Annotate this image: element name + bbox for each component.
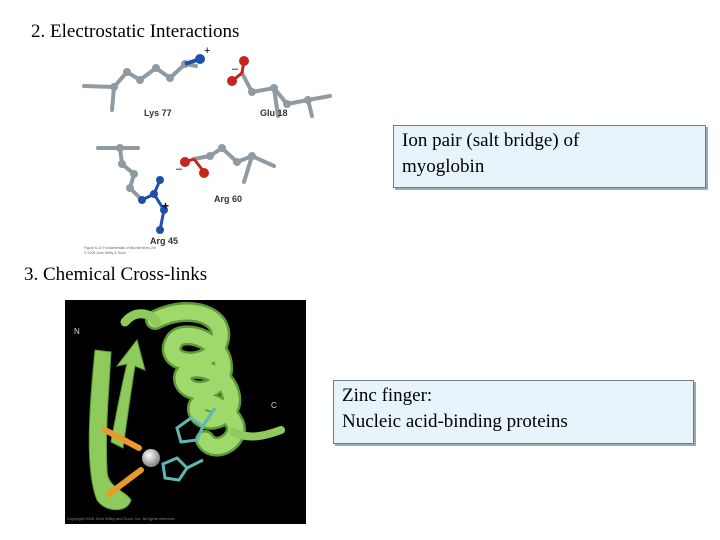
arg45-nitrogen-3: [156, 226, 164, 234]
label-arg60: Arg 60: [214, 194, 243, 204]
label-n-terminus: N: [74, 327, 80, 336]
arg60-oxygen-2: [199, 168, 209, 178]
plus-charge-lys: +: [204, 45, 211, 57]
zinc-finger-callout: [333, 380, 694, 444]
lys77-stick-model: [84, 64, 196, 110]
salt-bridge-figure: [82, 44, 340, 256]
ion-pair-callout: [393, 125, 706, 188]
section-heading-electrostatic: 2. Electrostatic Interactions: [31, 21, 240, 42]
minus-charge-glu: –: [232, 63, 239, 75]
glu18-oxygen-1: [239, 56, 249, 66]
ion-pair-callout-line1: Ion pair (salt bridge) of: [402, 130, 580, 151]
zinc-figure-credit: Copyright 2006 John Wiley and Sons, Inc. All rights reserved.: [67, 516, 176, 521]
zinc-finger-callout-line1: Zinc finger:: [342, 385, 433, 406]
minus-charge-arg60: –: [176, 163, 183, 175]
zinc-finger-figure: [65, 300, 306, 524]
plus-charge-arg45: +: [162, 199, 170, 213]
glu18-oxygen-2: [227, 76, 237, 86]
label-glu18: Glu 18: [260, 108, 288, 118]
section-heading-crosslinks: 3. Chemical Cross-links: [24, 264, 208, 285]
label-c-terminus: C: [271, 401, 277, 410]
zinc-finger-callout-line2: Nucleic acid-binding proteins: [342, 411, 568, 432]
arg45-nitrogen-2: [156, 176, 164, 184]
salt-figure-credit-2: © 2006 John Wiley & Sons: [84, 251, 126, 255]
salt-figure-credit-1: Figure 6-10 Fundamentals of Biochemistry 2/e: [84, 246, 156, 250]
label-arg45: Arg 45: [150, 236, 179, 246]
zinc-ion: [142, 449, 160, 467]
label-lys77: Lys 77: [144, 108, 172, 118]
ion-pair-callout-line2: myoglobin: [402, 156, 485, 177]
